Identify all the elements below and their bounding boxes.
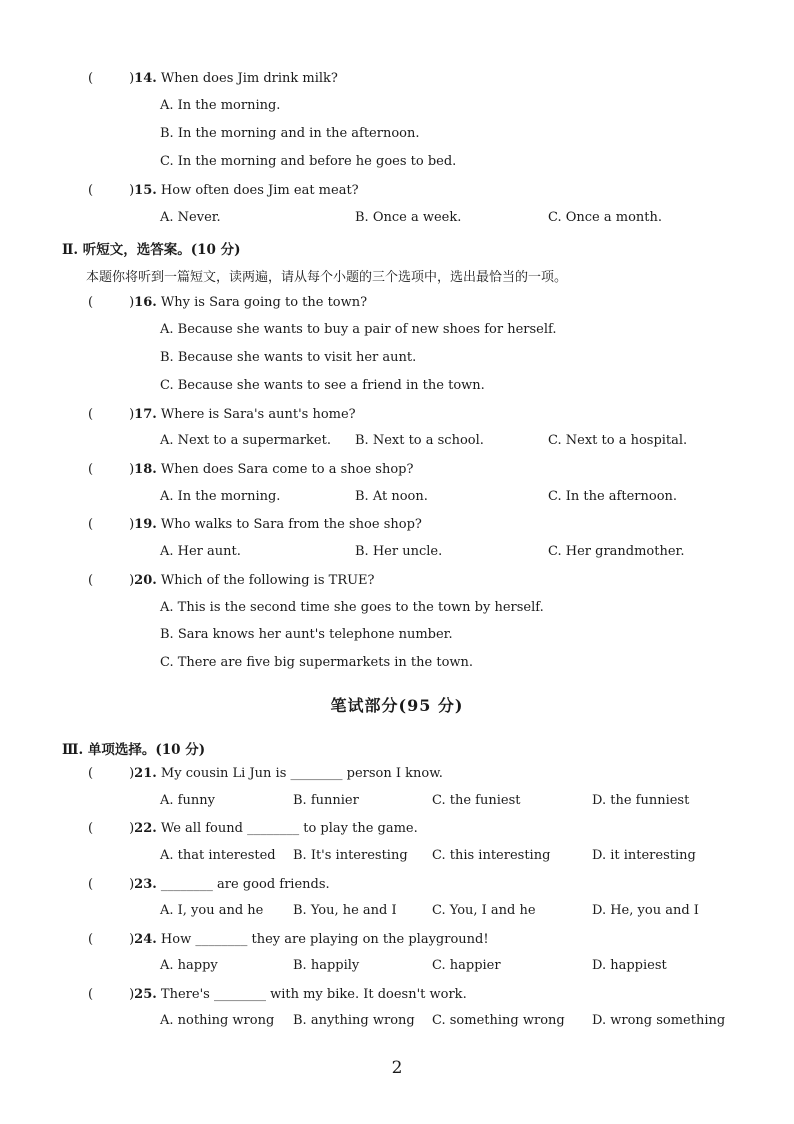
option-24-a: A. happy — [160, 958, 218, 973]
question-text: ________ are good friends. — [160, 877, 330, 892]
option-25-d: D. wrong something — [592, 1013, 726, 1028]
paren-open: ( — [88, 407, 94, 422]
question-text: How ________ they are playing on the playground! — [160, 932, 489, 947]
question-21 — [88, 765, 443, 783]
paren-close: ) — [129, 407, 135, 422]
question-number: 23. — [134, 877, 157, 892]
question-text: My cousin Li Jun is ________ person I know. — [160, 766, 443, 781]
question-number: 14. — [134, 71, 157, 86]
paren-close: ) — [129, 573, 135, 588]
option-14-b: B. In the morning and in the afternoon. — [160, 126, 420, 141]
option-24-b: B. happily — [293, 958, 360, 973]
paren-open: ( — [88, 573, 94, 588]
option-14-c: C. In the morning and before he goes to bed. — [160, 154, 457, 169]
section-2-title: Ⅱ. 听短文，选答案。(10 分) — [62, 242, 241, 258]
option-21-c: C. the funiest — [432, 793, 521, 808]
option-18-c: C. In the afternoon. — [548, 489, 678, 504]
option-17-a: A. Next to a supermarket. — [160, 433, 331, 448]
option-22-d: D. it interesting — [592, 848, 696, 863]
question-17 — [88, 406, 356, 424]
question-23 — [88, 876, 330, 894]
option-25-c: C. something wrong — [432, 1013, 565, 1028]
option-20-a: A. This is the second time she goes to the town by herself. — [160, 600, 544, 615]
question-text: We all found ________ to play the game. — [160, 821, 418, 836]
paren-close: ) — [129, 932, 135, 947]
question-text: When does Sara come to a shoe shop? — [160, 462, 414, 477]
paren-open: ( — [88, 517, 94, 532]
paren-close: ) — [129, 183, 135, 198]
question-number: 21. — [134, 766, 157, 781]
option-23-b: B. You, he and I — [293, 903, 397, 918]
option-25-a: A. nothing wrong — [160, 1013, 275, 1028]
question-text: Why is Sara going to the town? — [160, 295, 368, 310]
option-15-a: A. Never. — [160, 210, 221, 225]
section-3-title: Ⅲ. 单项选择。(10 分) — [62, 742, 206, 758]
option-19-c: C. Her grandmother. — [548, 544, 685, 559]
option-24-c: C. happier — [432, 958, 501, 973]
question-15 — [88, 182, 359, 200]
paren-close: ) — [129, 987, 135, 1002]
question-number: 19. — [134, 517, 157, 532]
paren-open: ( — [88, 877, 94, 892]
question-16 — [88, 294, 367, 312]
question-19 — [88, 516, 422, 534]
paren-open: ( — [88, 183, 94, 198]
option-18-a: A. In the morning. — [160, 489, 281, 504]
question-text: There's ________ with my bike. It doesn't work. — [160, 987, 467, 1002]
written-part-title: 笔试部分(95 分) — [330, 696, 464, 715]
option-19-a: A. Her aunt. — [160, 544, 241, 559]
question-number: 16. — [134, 295, 157, 310]
section-2-instruction: 本题你将听到一篇短文，读两遍，请从每个小题的三个选项中，选出最恰当的一项。 — [86, 270, 568, 285]
paren-open: ( — [88, 932, 94, 947]
option-25-b: B. anything wrong — [293, 1013, 415, 1028]
option-21-b: B. funnier — [293, 793, 359, 808]
page-number: 2 — [391, 1058, 403, 1078]
option-20-c: C. There are five big supermarkets in the town. — [160, 655, 474, 670]
option-21-a: A. funny — [160, 793, 215, 808]
question-number: 24. — [134, 932, 157, 947]
question-text: Which of the following is TRUE? — [160, 573, 375, 588]
option-22-c: C. this interesting — [432, 848, 551, 863]
option-15-c: C. Once a month. — [548, 210, 663, 225]
option-23-d: D. He, you and I — [592, 903, 699, 918]
question-number: 25. — [134, 987, 157, 1002]
option-18-b: B. At noon. — [355, 489, 428, 504]
question-25 — [88, 986, 467, 1004]
question-text: Who walks to Sara from the shoe shop? — [160, 517, 422, 532]
option-14-a: A. In the morning. — [160, 98, 281, 113]
question-number: 20. — [134, 573, 157, 588]
paren-close: ) — [129, 295, 135, 310]
option-21-d: D. the funniest — [592, 793, 690, 808]
question-number: 18. — [134, 462, 157, 477]
paren-close: ) — [129, 71, 135, 86]
question-number: 17. — [134, 407, 157, 422]
paren-close: ) — [129, 462, 135, 477]
option-22-a: A. that interested — [160, 848, 276, 863]
question-text: How often does Jim eat meat? — [160, 183, 359, 198]
question-20 — [88, 572, 375, 590]
paren-close: ) — [129, 877, 135, 892]
paren-close: ) — [129, 821, 135, 836]
paren-open: ( — [88, 766, 94, 781]
option-23-a: A. I, you and he — [160, 903, 264, 918]
question-text: When does Jim drink milk? — [160, 71, 338, 86]
option-17-b: B. Next to a school. — [355, 433, 484, 448]
option-15-b: B. Once a week. — [355, 210, 462, 225]
paren-open: ( — [88, 462, 94, 477]
question-24 — [88, 931, 489, 949]
option-16-c: C. Because she wants to see a friend in the town. — [160, 378, 485, 393]
question-text: Where is Sara's aunt's home? — [160, 407, 356, 422]
paren-open: ( — [88, 987, 94, 1002]
paren-open: ( — [88, 295, 94, 310]
paren-open: ( — [88, 821, 94, 836]
option-17-c: C. Next to a hospital. — [548, 433, 688, 448]
paren-open: ( — [88, 71, 94, 86]
question-14 — [88, 70, 338, 88]
option-23-c: C. You, I and he — [432, 903, 536, 918]
question-number: 22. — [134, 821, 157, 836]
option-22-b: B. It's interesting — [293, 848, 408, 863]
paren-close: ) — [129, 517, 135, 532]
question-number: 15. — [134, 183, 157, 198]
option-16-a: A. Because she wants to buy a pair of new shoes for herself. — [160, 322, 557, 337]
option-16-b: B. Because she wants to visit her aunt. — [160, 350, 417, 365]
question-18 — [88, 461, 413, 479]
question-22 — [88, 820, 418, 838]
option-19-b: B. Her uncle. — [355, 544, 443, 559]
paren-close: ) — [129, 766, 135, 781]
option-20-b: B. Sara knows her aunt's telephone number. — [160, 627, 453, 642]
option-24-d: D. happiest — [592, 958, 667, 973]
